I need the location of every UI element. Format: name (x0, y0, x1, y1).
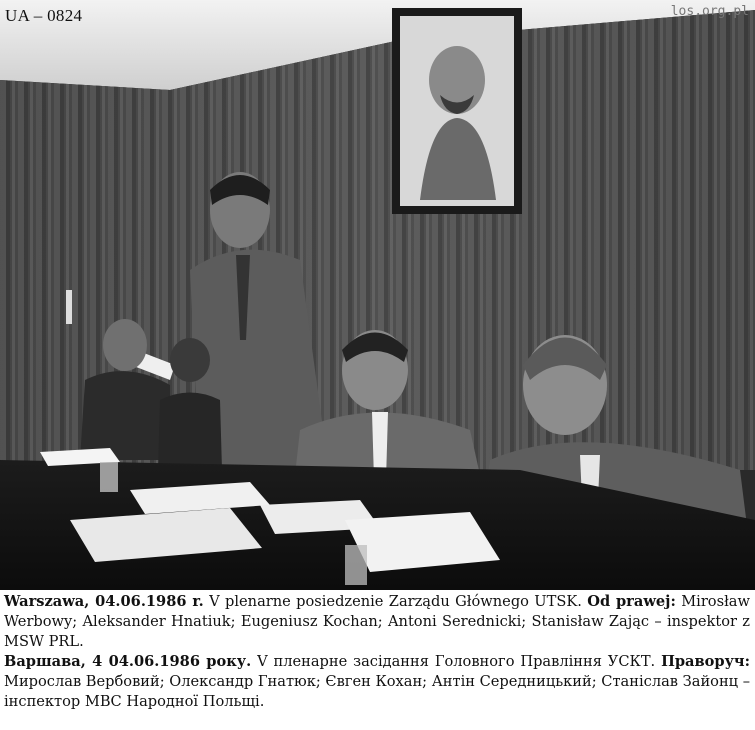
caption-polish-people: Mirosław Werbowy; Aleksander Hnatiuk; Eugeniusz Kochan; Antoni Serednicki; Stanisław Zając – inspektor z MSW PRL. (4, 593, 750, 650)
caption-polish-event: V plenarne posiedzenie Zarządu Głównego UTSK. (203, 593, 588, 610)
caption-ukrainian-place-date: Варшава, 4 04.06.1986 року. (4, 653, 252, 670)
caption-ukrainian (4, 652, 750, 712)
drinking-glass (345, 545, 367, 585)
candle (66, 290, 72, 324)
watermark-site: los.org.pl (670, 4, 749, 19)
photo-caption (4, 592, 750, 712)
caption-ukrainian-people: Мирослав Вербовий; Олександр Гнатюк; Євген Кохан; Антін Середницький; Станіслав Зайонц – інспектор МВС Народної Польщі. (4, 673, 750, 710)
caption-ukrainian-event: V пленарне засідання Головного Правління УСКТ. (251, 653, 662, 670)
archive-id-label: UA – 0824 (5, 6, 83, 25)
caption-polish (4, 592, 750, 652)
caption-polish-place-date: Warszawa, 04.06.1986 r. (4, 593, 204, 610)
caption-ukrainian-from-right-label: Праворуч: (661, 653, 750, 670)
framed-portrait-icon (392, 8, 522, 214)
caption-polish-from-right-label: Od prawej: (587, 593, 676, 610)
drinking-glass (100, 462, 118, 492)
